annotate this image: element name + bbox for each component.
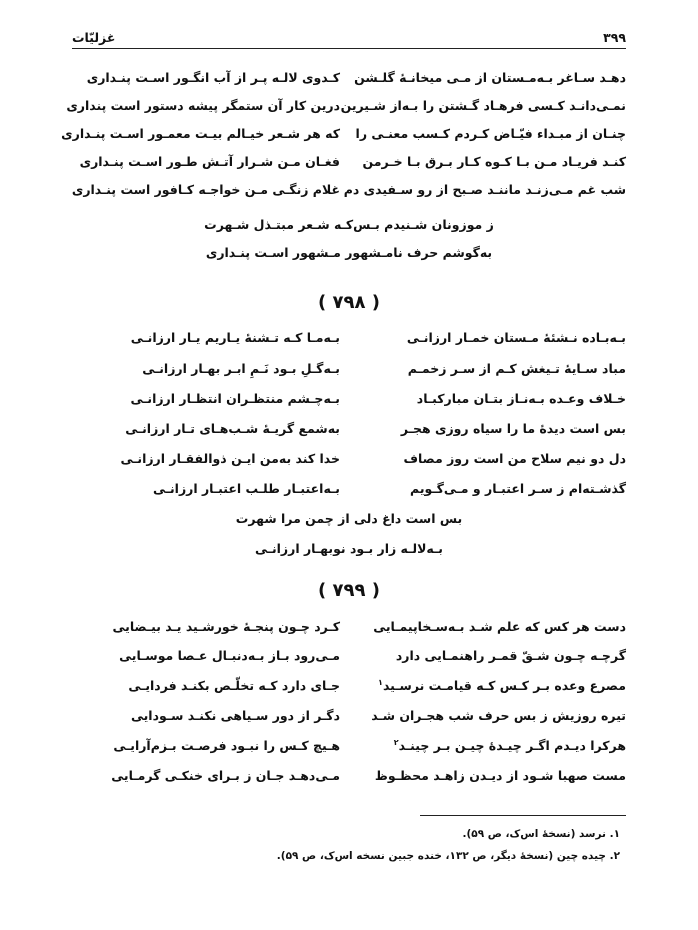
- hemistich-second: هـیچ کـس را نبـود فرصـت بـزم‌آرایـی: [113, 738, 340, 753]
- hemistich-first: دهـد سـاغر بـه‌مـستان از مـی میخانـۀ گلـشن: [354, 70, 626, 85]
- couplet: [72, 154, 626, 180]
- hemistich-first: خـلاف وعـده بـه‌نـاز بتـان مبارکبـاد: [416, 391, 626, 406]
- poem-number: ( ۷۹۹ ): [318, 580, 380, 601]
- closing-hemistich: ز موزونان شـنیدم بـس‌کـه شـعر مبتـذل شـهرت: [204, 217, 494, 232]
- hemistich-first: گرچـه چـون شـقّ قمـر راهنمـایی دارد: [395, 648, 626, 663]
- couplet: [72, 678, 626, 704]
- hemistich-first: دست هر کس که علم شـد بـه‌سـخاپیمـایی: [373, 619, 626, 634]
- hemistich-first: [358, 738, 626, 753]
- hemistich-second: بـه‌اعتبـار طلـب اعتبـار ارزانـی: [153, 481, 340, 496]
- closing-hemistich: بـه‌لالـه زار بـود نوبهـار ارزانـی: [255, 541, 443, 556]
- couplet: [72, 768, 626, 794]
- hemistich-first: مست صهبا شـود از دیـدن زاهـد محظـوظ: [374, 768, 626, 783]
- hemistich-second: به‌شمع گریـۀ شـب‌هـای تـار ارزانـی: [125, 421, 340, 436]
- hemistich-text: هرکرا دیـدم اگـر چیـدۀ چیـن بـر چینـد: [398, 738, 626, 754]
- hemistich-second: که هر شـعر خیـالم بیـت معمـور اسـت پنـداری: [61, 126, 340, 141]
- couplet: [61, 126, 626, 152]
- couplet: [72, 330, 626, 356]
- hemistich-second: مـی‌رود بـاز بـه‌دنبـال عـصا موسـایی: [119, 648, 340, 663]
- hemistich-second: کـدوی لالـه پـر از آب انگـور اسـت پنـداری: [86, 70, 340, 85]
- hemistich-first: مباد سـایۀ تـیغش کـم از سـر زخمـم: [407, 361, 626, 376]
- page-header: [72, 28, 626, 49]
- closing-hemistich: به‌گوشم حرف نامـشهور مـشهور اسـت پنـداری: [205, 245, 493, 260]
- poem-number: ( ۷۹۸ ): [318, 292, 380, 313]
- couplet: [72, 648, 626, 674]
- couplet: [72, 738, 626, 764]
- footnote: ۲. چیده چین (نسخۀ دیگر، ص ۱۳۲، خنده جبین نسخه اس‌ک، ص ۵۹).: [276, 850, 620, 862]
- footnote-mark: ۲: [393, 738, 399, 747]
- couplet: [72, 708, 626, 734]
- hemistich-second: غلام زنگـی مـن خواجـه کـافور است پنـداری: [71, 182, 340, 197]
- couplet: [72, 481, 626, 507]
- hemistich-second: درین کار آن ستمگر پیشه دستور است پنداری: [66, 98, 340, 113]
- hemistich-second: جـای دارد کـه تخلّـص بکنـد فردایـی: [128, 678, 340, 693]
- couplet: [72, 70, 626, 96]
- hemistich-first: بس است دیدۀ ما را سیاه روزی هجـر: [400, 421, 626, 436]
- hemistich-second: کـرد چـون پنجـۀ خورشـید یـد بیـضایی: [112, 619, 340, 634]
- hemistich-second: بـه‌چـشم منتظـران انتظـار ارزانـی: [130, 391, 340, 406]
- couplet: [66, 98, 626, 124]
- footnote-mark: ۱: [378, 678, 383, 687]
- hemistich-first: بـه‌بـاده نـشئۀ مـستان خمـار ارزانـی: [406, 330, 626, 345]
- couplet: [72, 361, 626, 387]
- hemistich-first: گذشـته‌ام ز سـر اعتبـار و مـی‌گـویم: [410, 481, 626, 496]
- footnote-divider: [420, 815, 626, 816]
- hemistich-second: مـی‌دهـد جـان ز بـرای خنکـی گرمـایی: [111, 768, 340, 783]
- hemistich-second: بـه‌مـا کـه تـشنۀ یـاریم یـار ارزانـی: [130, 330, 340, 345]
- page-number: ۳۹۹: [603, 30, 626, 45]
- couplet: [72, 391, 626, 417]
- hemistich-first: شب غم مـی‌زنـد ماننـد صـبح از رو سـفیدی دم: [343, 182, 626, 197]
- running-title: غزلیّات: [72, 30, 116, 45]
- couplet: [72, 619, 626, 645]
- couplet: [72, 451, 626, 477]
- couplet: [72, 182, 626, 208]
- closing-hemistich: بس است داغ دلی از چمن مرا شهرت: [235, 511, 463, 526]
- hemistich-first: [358, 678, 626, 693]
- hemistich-second: بـه‌گـلِ بـود نَـمِ ابـر بهـار ارزانـی: [142, 361, 340, 376]
- hemistich-first: کنـد فریـاد مـن بـا کـوه کـار بـرق بـا خـرمن: [362, 154, 626, 169]
- hemistich-first: تیره روزیش ز بس حرف شب هجـران شـد: [371, 708, 626, 723]
- footnote: ۱. نرسد (نسخۀ اس‌ک، ص ۵۹).: [462, 828, 620, 840]
- hemistich-text: مصرع وعده بـر کـس کـه قیامـت نرسـید: [382, 678, 626, 694]
- hemistich-first: چنـان از مبـداء فیّـاض کـردم کـسب معنـی را: [355, 126, 626, 141]
- hemistich-second: فغـان مـن شـرار آتـش طـور اسـت پنـداری: [79, 154, 340, 169]
- hemistich-first: دل دو نیم سلاح من است روز مصاف: [403, 451, 626, 466]
- couplet: [72, 421, 626, 447]
- hemistich-second: خدا کند به‌من ایـن ذوالفقـار ارزانـی: [120, 451, 340, 466]
- hemistich-first: نمـی‌دانـد کـسی فرهـاد گـشتن را بـه‌از شـیرین: [340, 98, 626, 113]
- hemistich-second: دگـر از دور سـیاهی نکنـد سـودایی: [130, 708, 340, 723]
